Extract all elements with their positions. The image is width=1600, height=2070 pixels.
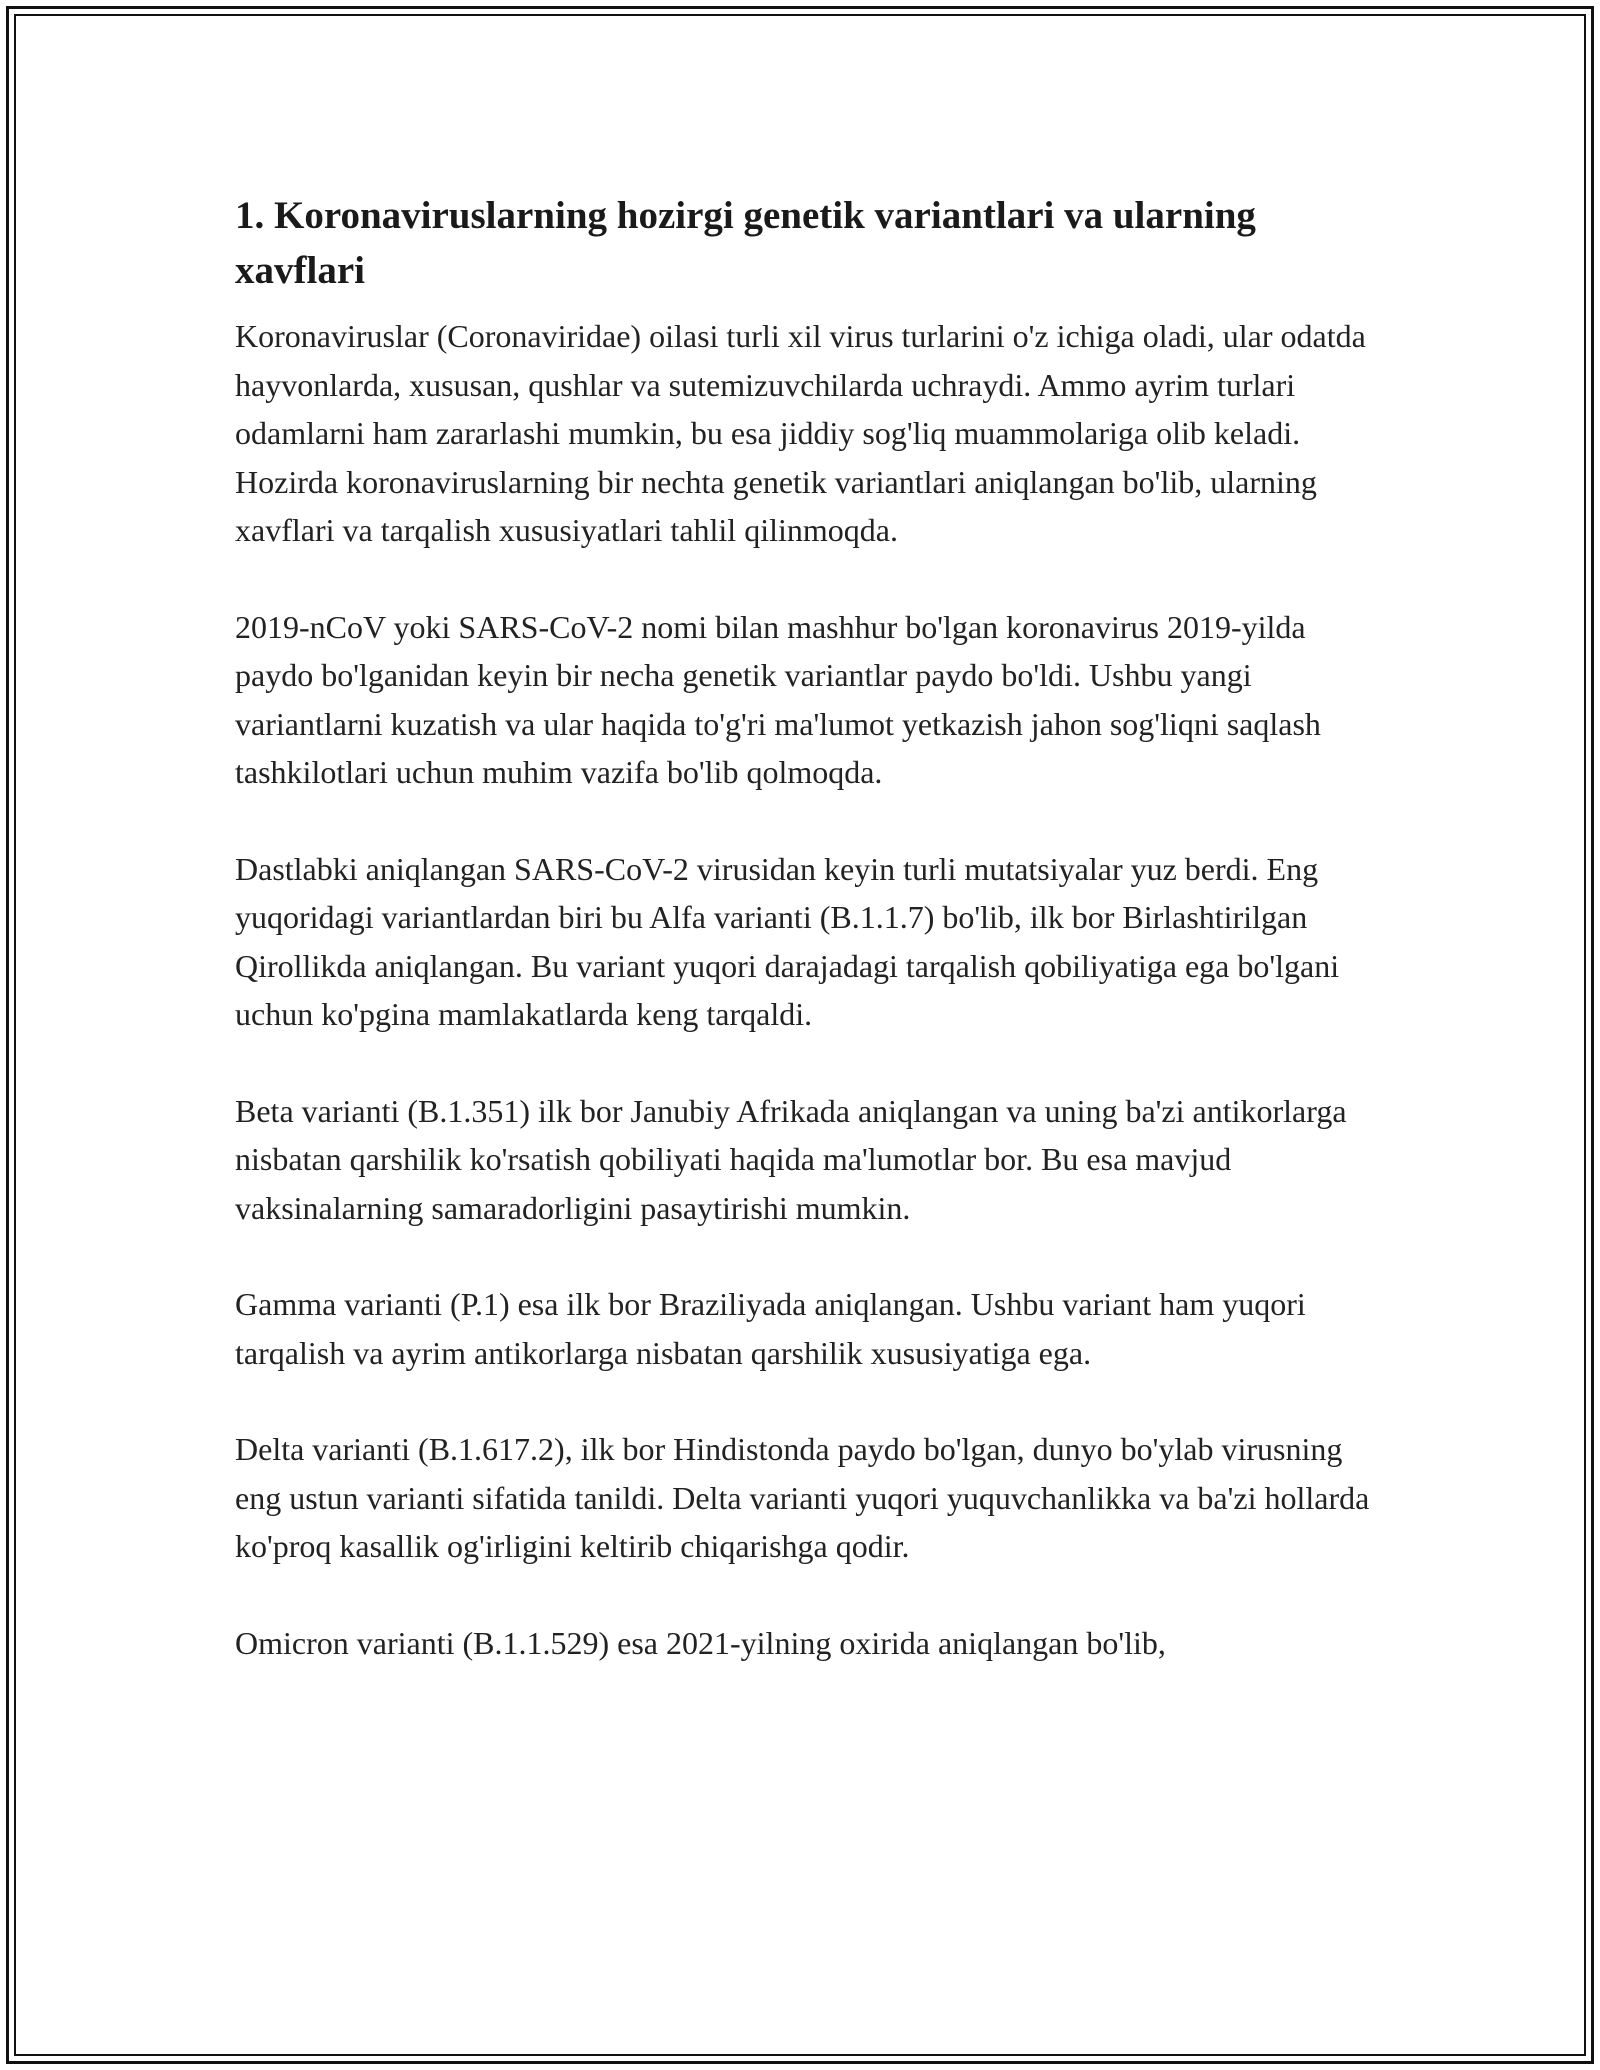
paragraph-gamma-variant: Gamma varianti (P.1) esa ilk bor Braziliyada aniqlangan. Ushbu variant ham yuqori tarqalish va ayrim antikorlarga nisbatan qarshilik xususiyatiga ega.	[235, 1286, 1306, 1371]
section-heading: 1. Koronaviruslarning hozirgi genetik variantlari va ularning xavflari	[235, 194, 1256, 292]
paragraph-omicron-variant: Omicron varianti (B.1.1.529) esa 2021-yilning oxirida aniqlangan bo'lib,	[235, 1624, 1166, 1661]
paragraph-delta-variant: Delta varianti (B.1.617.2), ilk bor Hindistonda paydo bo'lgan, dunyo bo'ylab virusning eng ustun varianti sifatida tanildi. Delta varianti yuqori yuquvchanlikka va ba'zi hollarda ko'proq kasallik og'irligini keltirib chiqarishga qodir.	[235, 1431, 1370, 1564]
paragraph-sars-cov-2: 2019-nCoV yoki SARS-CoV-2 nomi bilan mashhur bo'lgan koronavirus 2019-yilda paydo bo'lganidan keyin bir necha genetik variantlar paydo bo'ldi. Ushbu yangi variantlarni kuzatish va ular haqida to'g'ri ma'lumot yetkazish jahon sog'liqni saqlash tashkilotlari uchun muhim vazifa bo'lib qolmoqda.	[235, 608, 1321, 790]
paragraph-alpha-variant: Dastlabki aniqlangan SARS-CoV-2 virusidan keyin turli mutatsiyalar yuz berdi. Eng yuqoridagi variantlardan biri bu Alfa varianti (B.1.1.7) bo'lib, ilk bor Birlashtirilgan Qirollikda aniqlangan. Bu variant yuqori darajadagi tarqalish qobiliyatiga ega bo'lgani uchun ko'pgina mamlakatlarda keng tarqaldi.	[235, 850, 1340, 1032]
paragraph-intro: Koronaviruslar (Coronaviridae) oilasi turli xil virus turlarini o'z ichiga oladi, ular odatda hayvonlarda, xususan, qushlar va sutemizuvchilarda uchraydi. Ammo ayrim turlari odamlarni ham zararlashi mumkin, bu esa jiddiy sog'liq muammolariga olib keladi. Hozirda koronaviruslarning bir nechta genetik variantlari aniqlangan bo'lib, ularning xavflari va tarqalish xususiyatlari tahlil qilinmoqda.	[235, 318, 1366, 548]
paragraph-beta-variant: Beta varianti (B.1.351) ilk bor Janubiy Afrikada aniqlangan va uning ba'zi antikorlarga nisbatan qarshilik ko'rsatish qobiliyati haqida ma'lumotlar bor. Bu esa mavjud vaksinalarning samaradorligini pasaytirishi mumkin.	[235, 1092, 1347, 1226]
document-body	[235, 188, 1375, 1715]
